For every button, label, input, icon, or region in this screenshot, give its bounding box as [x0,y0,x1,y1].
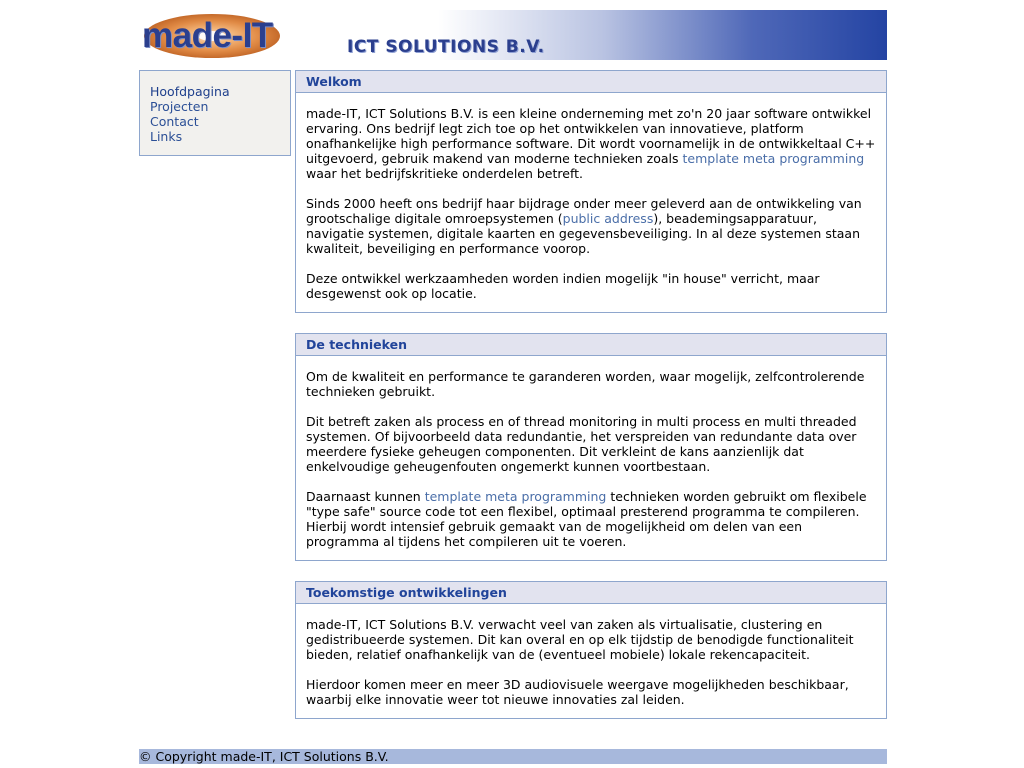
paragraph: made-IT, ICT Solutions B.V. verwacht veel van zaken als virtualisatie, clustering en gedistribueerde systemen. Dit kan overal en op elk tijdstip de benodigde functionaliteit bieden, relatief onafhankelijk van de (eventueel mobiele) lokale rekencapaciteit. [306,617,854,662]
text: technieken worden gebruikt om flexibele "type safe" source code tot een flexibel, optimaal presterend programma te compileren. Hierbij wordt intensief gebruik gemaakt van de mogelijkheid om delen van een programma al tijdens het compileren uit te voeren. [306,489,867,549]
nav-item-hoofdpagina[interactable] [150,84,290,99]
section-body [296,604,886,717]
sidebar-nav [139,70,291,156]
footer-copyright: © Copyright made-IT, ICT Solutions B.V. [139,749,887,764]
section-title: Welkom [296,71,886,93]
text: made-IT, ICT Solutions B.V. is een kleine onderneming met zo'n 20 jaar software ontwikkel ervaring. Ons bedrijf legt zich toe op het ontwikkelen van innovatieve, platform onafhankelijke high performance software. Dit wordt voornamelijk in de ontwikkeltaal C++ uitgevoerd, gebruik makend van moderne technieken zoals [306,106,876,166]
template-meta-programming-link[interactable]: template meta programming [424,489,607,504]
paragraph [306,106,876,181]
template-meta-programming-link[interactable]: template meta programming [682,151,865,166]
paragraph [306,489,876,549]
nav-link-contact[interactable]: Contact [150,114,199,129]
section-toekomst [295,581,887,719]
paragraph: Deze ontwikkel werkzaamheden worden indien mogelijk "in house" verricht, maar desgewenst ook op locatie. [306,271,820,301]
nav-list [140,71,290,144]
section-title: De technieken [296,334,886,356]
paragraph: Om de kwaliteit en performance te garanderen worden, waar mogelijk, zelfcontrolerende technieken gebruikt. [306,369,865,399]
nav-link-hoofdpagina[interactable]: Hoofdpagina [150,84,230,99]
text: Daarnaast kunnen [306,489,425,504]
nav-item-projecten[interactable] [150,99,290,114]
paragraph: Dit betreft zaken als process en of thread monitoring in multi process en multi threaded systemen. Of bijvoorbeeld data redundantie, het verspreiden van redundante data over meerdere fysieke geheugen componenten. Dit verkleint de kans aanzienlijk dat enkelvoudige geheugenfouten ongemerkt kunnen voortbestaan. [306,414,857,474]
paragraph: Hierdoor komen meer en meer 3D audiovisuele weergave mogelijkheden beschikbaar, waarbij elke innovatie weer tot nieuwe innovaties zal leiden. [306,677,849,707]
paragraph [306,196,876,256]
public-address-link[interactable]: public address [562,211,654,226]
text: Sinds 2000 heeft ons bedrijf haar bijdrage onder meer geleverd aan de ontwikkeling van grootschalige digitale omroepsystemen ( [306,196,862,226]
text: ), beademingsapparatuur, navigatie systemen, digitale kaarten en gegevensbeveiliging. In al deze systemen staan kwaliteit, beveiliging en performance voorop. [306,211,860,256]
nav-item-links[interactable] [150,129,290,144]
nav-item-contact[interactable] [150,114,290,129]
text: waar het bedrijfskritieke onderdelen betreft. [306,166,584,181]
nav-link-projecten[interactable]: Projecten [150,99,209,114]
logo-subtitle: ICT SOLUTIONS B.V. [347,37,545,57]
header-banner [139,10,887,60]
section-body [296,356,886,559]
section-title: Toekomstige ontwikkelingen [296,582,886,604]
section-body [296,93,886,311]
section-welkom [295,70,887,313]
section-technieken [295,333,887,561]
logo-main-text: made-IT [142,16,273,55]
nav-link-links[interactable]: Links [150,129,183,144]
